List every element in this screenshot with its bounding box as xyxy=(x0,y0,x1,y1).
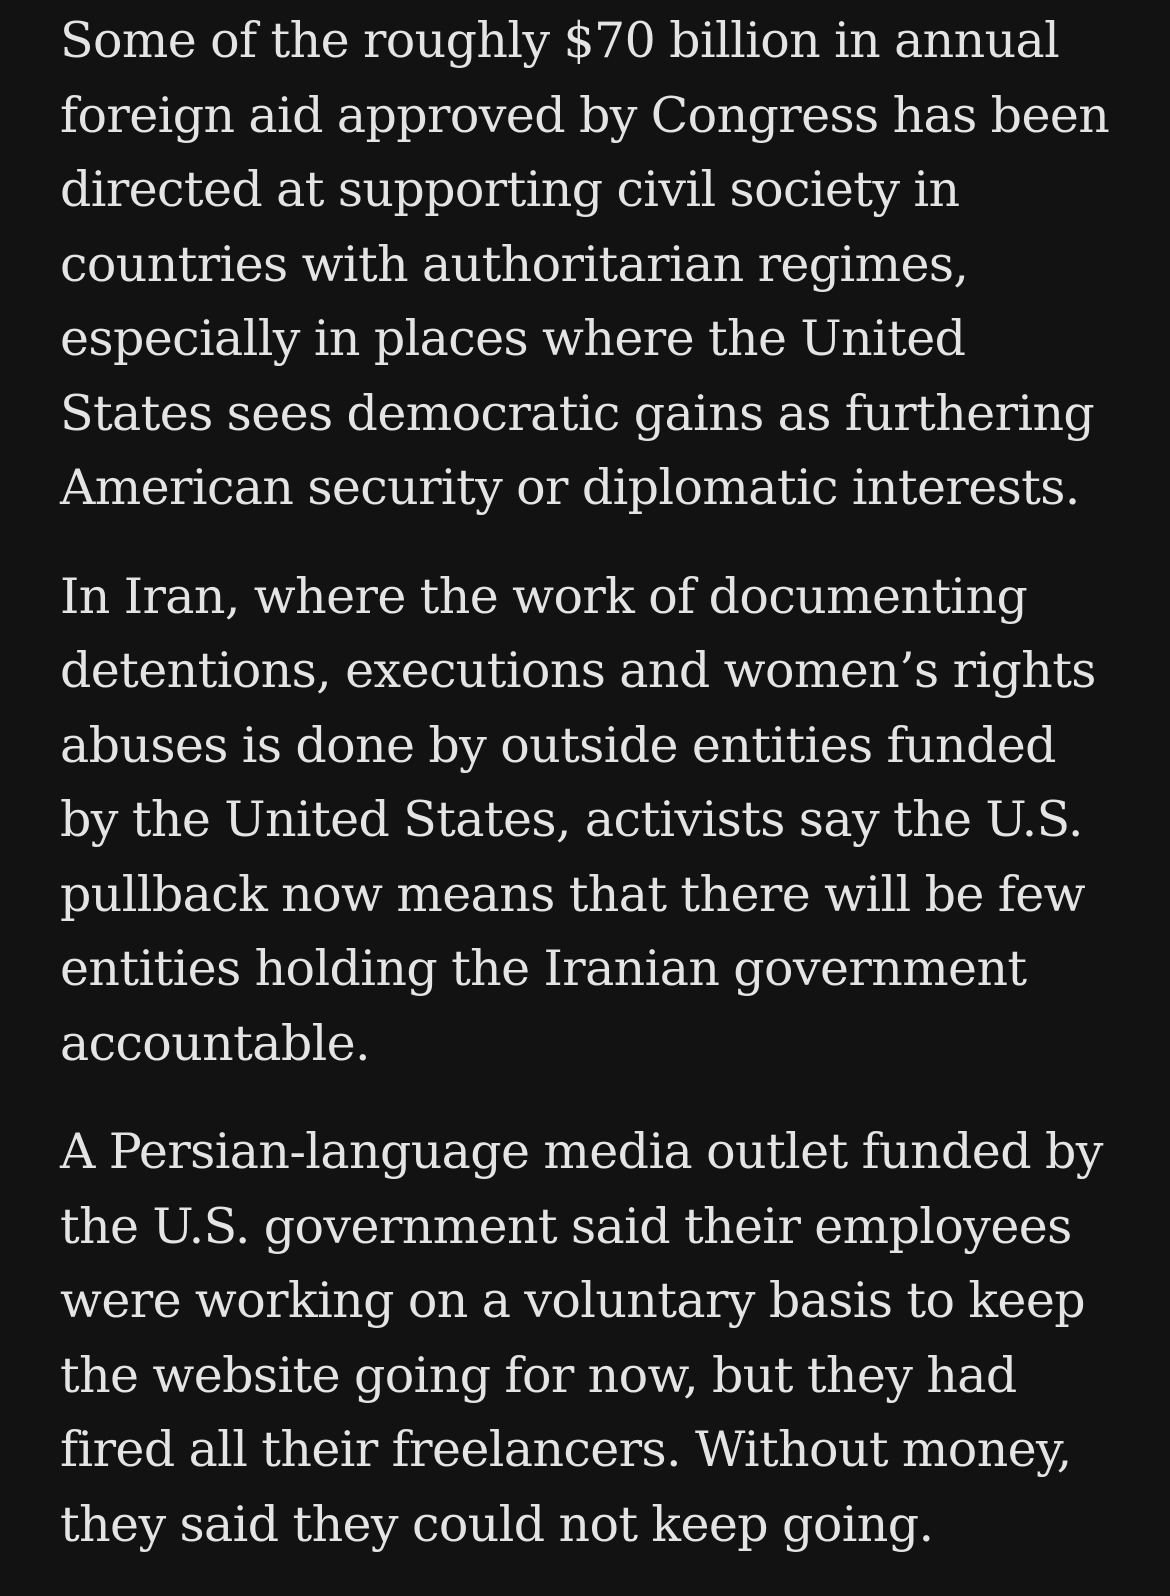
paragraph-line: foreign aid approved by Congress has been xyxy=(60,86,1110,144)
paragraph-line: A Persian-language media outlet funded by xyxy=(60,1123,1103,1180)
article-paragraph xyxy=(60,560,1130,1082)
paragraph-line: by the United States, activists say the U.S. xyxy=(60,791,1083,848)
paragraph-line: the website going for now, but they had xyxy=(60,1346,1017,1404)
paragraph-line: especially in places where the United xyxy=(60,310,966,367)
article-body xyxy=(60,4,1130,1596)
paragraph-line: pullback now means that there will be few xyxy=(60,865,1086,923)
paragraph-line: entities holding the Iranian government xyxy=(60,940,1027,997)
paragraph-line: they said they could not keep going. xyxy=(60,1495,934,1553)
paragraph-line: States sees democratic gains as furthering xyxy=(60,384,1095,442)
paragraph-line: Some of the roughly $70 billion in annual xyxy=(60,12,1060,69)
article-paragraph xyxy=(60,4,1130,526)
paragraph-line: abuses is done by outside entities funded xyxy=(60,716,1056,774)
paragraph-line: American security or diplomatic interests. xyxy=(60,459,1080,516)
paragraph-line: directed at supporting civil society in xyxy=(60,161,960,218)
paragraph-line: In Iran, where the work of documenting xyxy=(60,567,1028,625)
paragraph-line: fired all their freelancers. Without money, xyxy=(60,1421,1072,1478)
paragraph-line: countries with authoritarian regimes, xyxy=(60,235,969,293)
paragraph-line: accountable. xyxy=(60,1014,371,1072)
paragraph-line: detentions, executions and women’s rights xyxy=(60,642,1096,699)
paragraph-line: were working on a voluntary basis to keep xyxy=(60,1272,1085,1329)
article-paragraph xyxy=(60,1115,1130,1562)
paragraph-line: the U.S. government said their employees xyxy=(60,1197,1072,1255)
